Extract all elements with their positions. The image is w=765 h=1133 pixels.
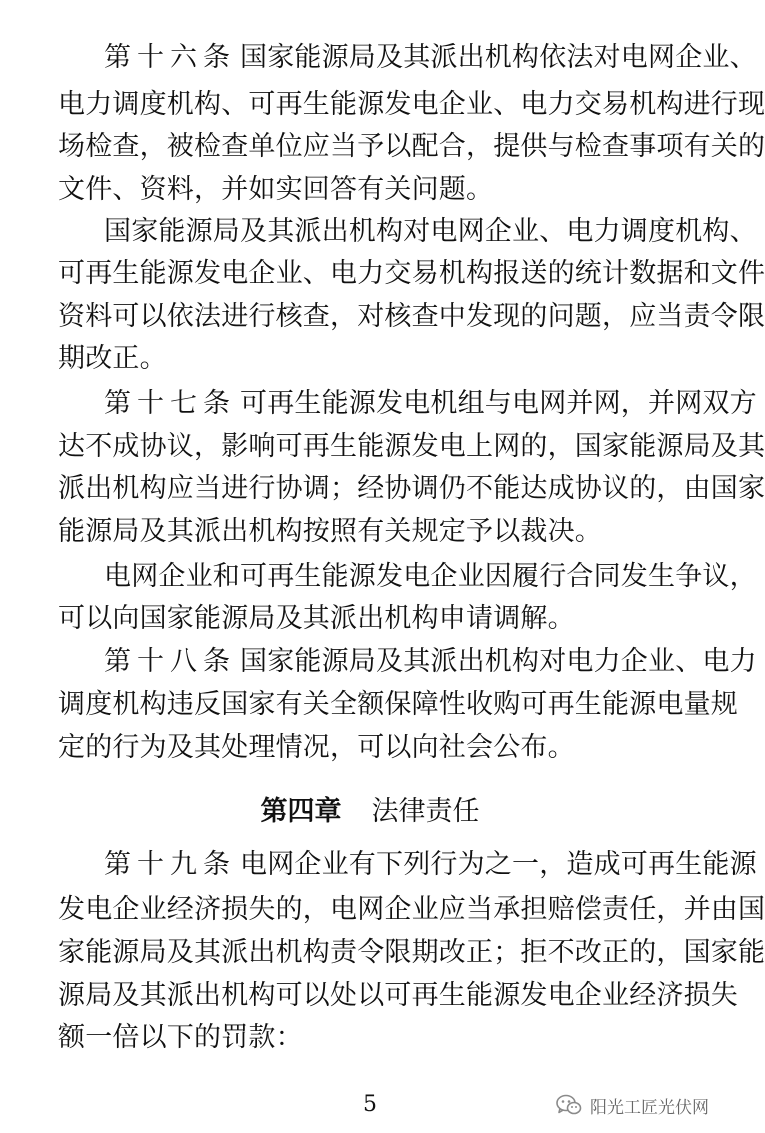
- paragraph-line: 资料可以依法进行核查，对核查中发现的问题，应当责令限: [58, 301, 765, 332]
- paragraph-line: 定的行为及其处理情况，可以向社会公布。: [58, 732, 575, 763]
- paragraph-line: 期改正。: [58, 343, 167, 374]
- watermark-text: 阳光工匠光伏网: [590, 1097, 709, 1118]
- paragraph-line: 能源局及其派出机构按照有关规定予以裁决。: [58, 516, 602, 547]
- paragraph-line: 达不成协议，影响可再生能源发电上网的，国家能源局及其: [58, 431, 765, 462]
- paragraph-line: 第十八条 国家能源局及其派出机构对电力企业、电力: [104, 646, 757, 677]
- paragraph-line: 可以向国家能源局及其派出机构申请调解。: [58, 603, 575, 634]
- paragraph-line: 电力调度机构、可再生能源发电企业、电力交易机构进行现: [58, 89, 765, 120]
- article-number: 第十九条: [104, 849, 236, 880]
- paragraph-line: 场检查，被检查单位应当予以配合，提供与检查事项有关的: [58, 131, 765, 162]
- article-number: 第十六条: [104, 42, 236, 73]
- page-number: 5: [363, 1092, 377, 1117]
- paragraph-line: 额一倍以下的罚款：: [58, 1022, 303, 1053]
- paragraph-line: 第十六条 国家能源局及其派出机构依法对电网企业、: [104, 42, 757, 73]
- paragraph-line: 可再生能源发电企业、电力交易机构报送的统计数据和文件: [58, 258, 765, 289]
- paragraph-line: 文件、资料，并如实回答有关问题。: [58, 174, 494, 205]
- article-number: 第十八条: [104, 646, 236, 677]
- chapter-number: 第四章: [260, 796, 342, 827]
- watermark: [556, 1090, 709, 1120]
- paragraph-line: 调度机构违反国家有关全额保障性收购可再生能源电量规: [58, 689, 738, 720]
- paragraph-line: 第十九条 电网企业有下列行为之一，造成可再生能源: [104, 849, 757, 880]
- paragraph-line: 电网企业和可再生能源发电企业因履行合同发生争议，: [104, 561, 757, 592]
- paragraph-line: 发电企业经济损失的，电网企业应当承担赔偿责任，并由国: [58, 894, 765, 925]
- chapter-title: 法律责任: [371, 796, 480, 827]
- paragraph-line: 国家能源局及其派出机构对电网企业、电力调度机构、: [104, 216, 757, 247]
- paragraph-line: 派出机构应当进行协调；经协调仍不能达成协议的，由国家: [58, 473, 765, 504]
- article-number: 第十七条: [104, 388, 236, 419]
- paragraph-line: 源局及其派出机构可以处以可再生能源发电企业经济损失: [58, 980, 738, 1011]
- paragraph-line: 第十七条 可再生能源发电机组与电网并网，并网双方: [104, 388, 757, 419]
- wechat-icon: [556, 1094, 582, 1116]
- chapter-heading: [0, 790, 740, 833]
- paragraph-line: 家能源局及其派出机构责令限期改正；拒不改正的，国家能: [58, 937, 765, 968]
